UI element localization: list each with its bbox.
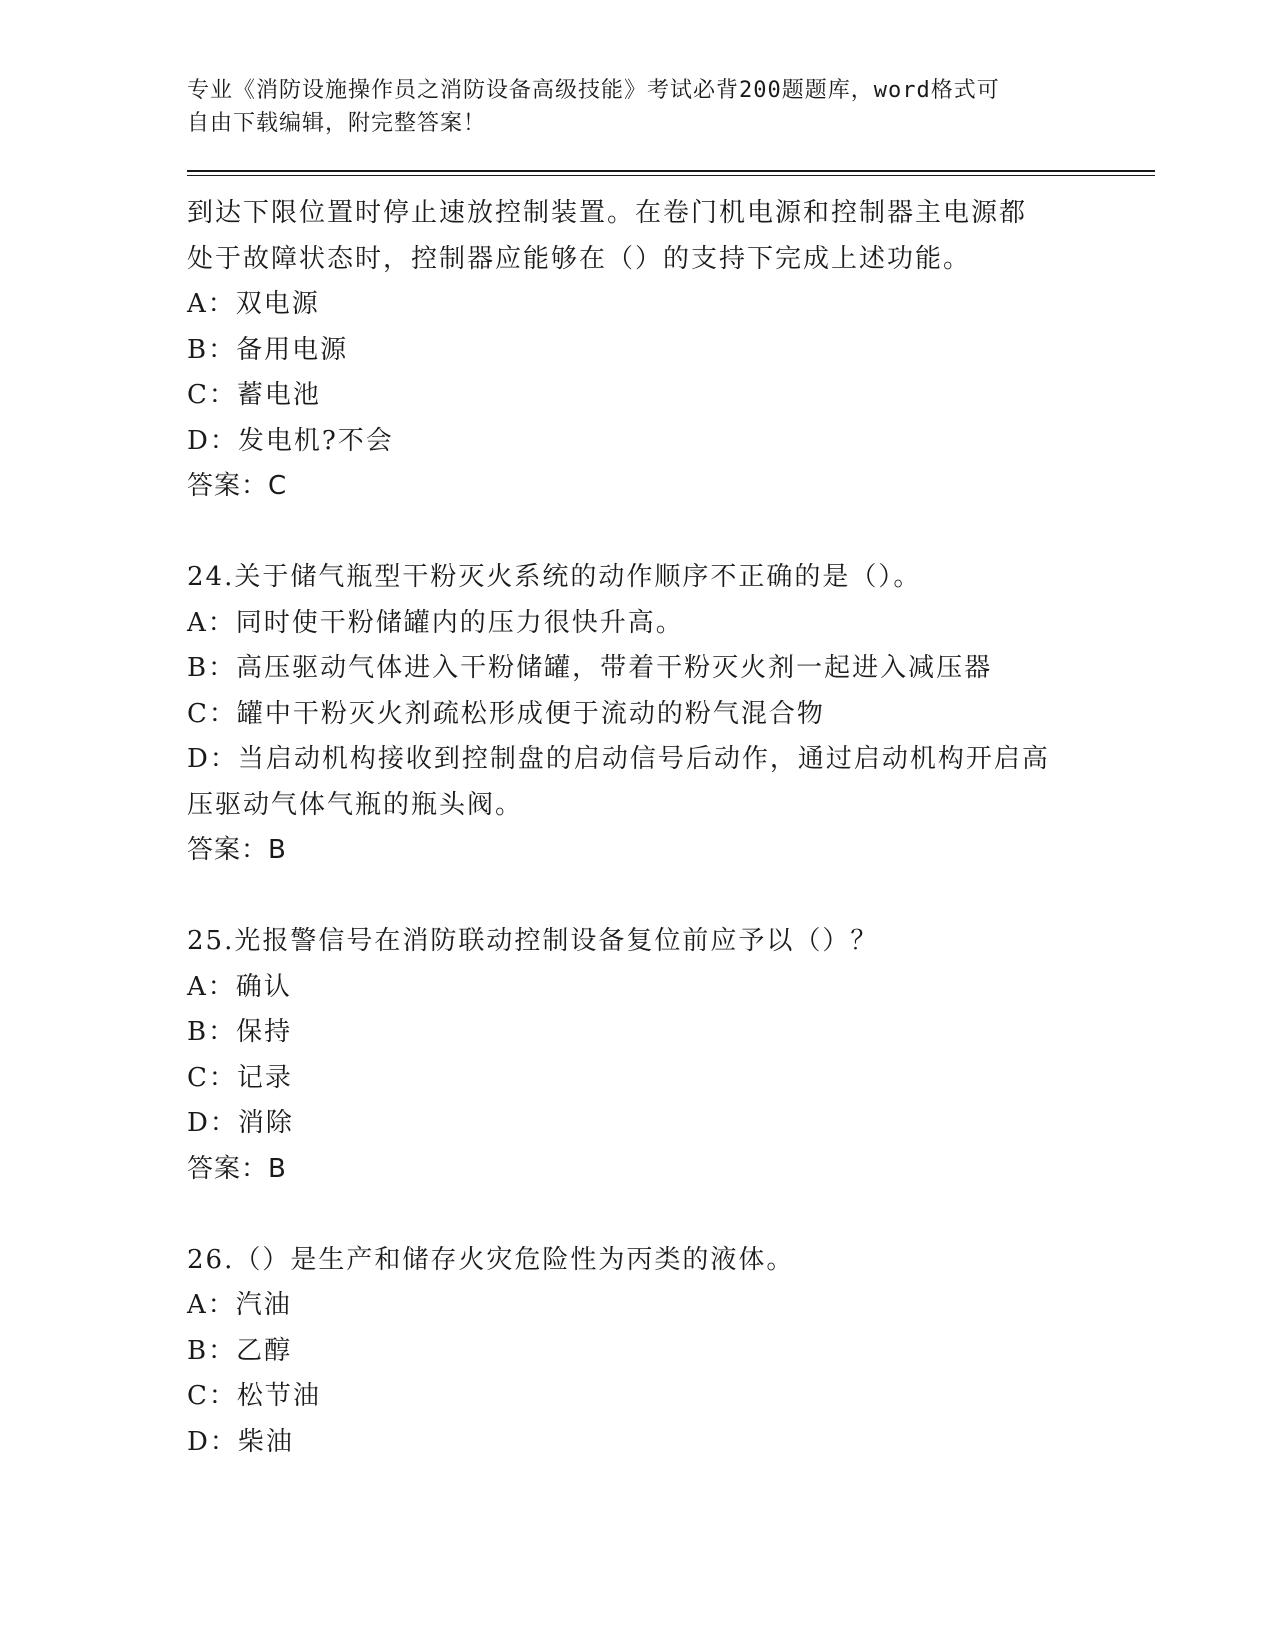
- header-line-1: 专业《消防设施操作员之消防设备高级技能》考试必背200题题库，word格式可: [187, 78, 1000, 103]
- answer: 答案：B: [187, 1153, 287, 1184]
- question-text: 24.关于储气瓶型干粉灭火系统的动作顺序不正确的是（）。: [187, 562, 922, 592]
- question-text-line: 到达下限位置时停止速放控制装置。在卷门机电源和控制器主电源都: [187, 198, 1028, 228]
- header-rule-bottom: [187, 175, 1155, 176]
- answer: 答案：B: [187, 835, 287, 865]
- question-text-line: 处于故障状态时，控制器应能够在（）的支持下完成上述功能。: [187, 243, 972, 274]
- option-a: A：确认: [187, 971, 292, 1002]
- option-c: C：罐中干粉灭火剂疏松形成便于流动的粉气混合物: [187, 698, 825, 729]
- option-b: B：乙醇: [187, 1335, 293, 1366]
- question-text: 25.光报警信号在消防联动控制设备复位前应予以（）？: [187, 926, 879, 956]
- question-text: 26.（）是生产和储存火灾危险性为丙类的液体。: [187, 1244, 795, 1275]
- option-a: A：同时使干粉储罐内的压力很快升高。: [187, 607, 684, 638]
- option-c: C：松节油: [187, 1381, 321, 1411]
- question-24: [187, 555, 1087, 874]
- header-rule-top: [187, 170, 1155, 172]
- option-b: B：高压驱动气体进入干粉储罐，带着干粉灭火剂一起进入减压器: [187, 653, 993, 683]
- header-line-2: 自由下载编辑，附完整答案！: [187, 111, 487, 136]
- option-a: A：双电源: [187, 289, 320, 319]
- option-c: C：蓄电池: [187, 380, 321, 410]
- option-c: C：记录: [187, 1062, 293, 1093]
- option-b: B：备用电源: [187, 334, 349, 365]
- option-b: B：保持: [187, 1017, 293, 1047]
- option-d: D：消除: [187, 1108, 294, 1138]
- answer: 答案：C: [187, 471, 288, 501]
- question-25: [187, 919, 1087, 1192]
- option-d: D：柴油: [187, 1426, 294, 1457]
- question-23-continuation: [187, 191, 1087, 510]
- document-header: [187, 74, 1087, 140]
- option-d-continuation: 压驱动气体气瓶的瓶头阀。: [187, 789, 524, 820]
- option-d: D：当启动机构接收到控制盘的启动信号后动作，通过启动机构开启高: [187, 744, 1050, 774]
- option-a: A：汽油: [187, 1290, 292, 1320]
- question-list: [187, 191, 1087, 1465]
- question-26: [187, 1238, 1087, 1466]
- option-d: D：发电机?不会: [187, 425, 394, 456]
